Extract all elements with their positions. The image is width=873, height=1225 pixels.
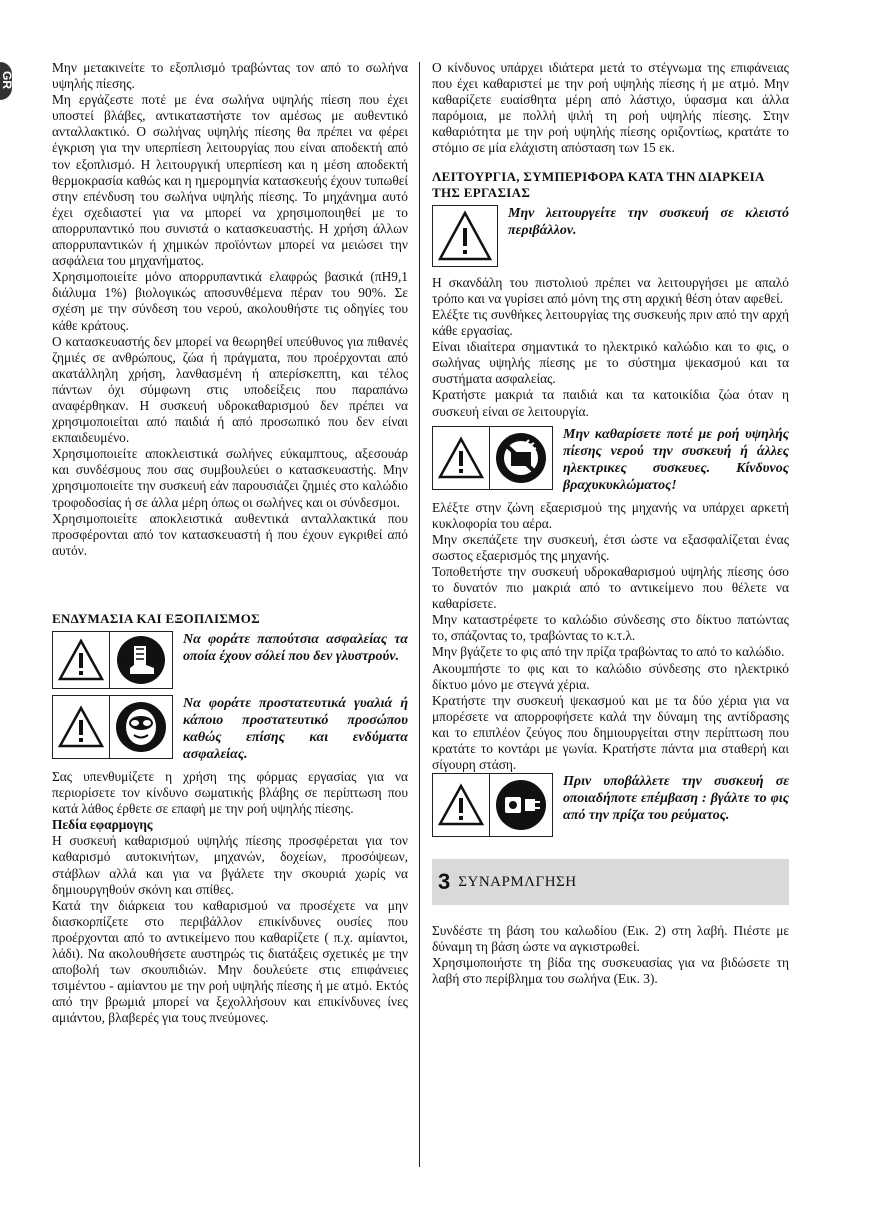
paragraph: Χρησιμοποιείτε αποκλειστικά αυθεντικά ανταλλακτικά που προσφέρονται από τον κατασκευαστή ή που έχουν εγκριθεί από αυτόν. bbox=[52, 510, 408, 558]
language-tab-label: GR bbox=[0, 71, 14, 89]
paragraph: Συνδέστε τη βάση του καλωδίου (Εικ. 2) στη λαβή. Πιέστε με δύναμη τη βάση ώστε να αγκιστρωθεί. bbox=[432, 923, 789, 955]
warning-icon-box bbox=[432, 205, 498, 267]
paragraph: Ο κατασκευαστής δεν μπορεί να θεωρηθεί υπεύθυνος για πιθανές ζημιές σε ανθρώπους, ζώα ή πράγματα, που προέρχονται από ακατάλληλη χρήση, λανθασμένη ή απερίσκεπτη, και τέλος πάντων όχι σύμφωνη στις υποδείξεις που παραπάνω αναφέρθηκαν. Η συσκευή υδροκαθαρισμού δεν πρέπει να χρησιμοποιείται από παιδιά ή από προσωπικό που δεν είναι εκπαιδευμένο. bbox=[52, 333, 408, 446]
section-title: ΣΥΝΑΡΜΛΓΗΣΗ bbox=[458, 874, 577, 891]
warning-icon-box bbox=[52, 631, 173, 689]
no-water-spray-icon bbox=[490, 427, 552, 489]
warning-text: Να φοράτε προστατευτικά γυαλιά ή κάποιο προστατευτικό προσώπου καθώς επίσης και ενδύματα ασφαλείας. bbox=[183, 696, 408, 762]
left-column bbox=[52, 60, 408, 1027]
section-heading-operation: ΛΕΙΤΟΥΡΓΙΑ, ΣΥΜΠΕΡΙΦΟΡΑ ΚΑΤΑ ΤΗΝ ΔΙΑΡΚΕΙΑ ΤΗΣ ΕΡΓΑΣΙΑΣ bbox=[432, 168, 764, 200]
warning-icon-box bbox=[52, 695, 173, 759]
paragraph: Χρησιμοποιείτε αποκλειστικά σωλήνες εύκαμπτους, αξεσουάρ και συνδέσμους που σας συμβουλεύει ο κατασκευαστής. Μην χρησιμοποιείτε την συσκευή εάν παρουσιάζει ζημιές στο καλώδιο τροφοδοσίας ή σε άλλα μέρη όπως οι σωλήνες και οι σύνδεσμοι. bbox=[52, 446, 408, 510]
safety-boots-icon bbox=[110, 632, 172, 688]
paragraph: Χρησιμοποιείτε μόνο απορρυπαντικά ελαφρώς βασικά (πΗ9,1 διάλυμα 1%) βιολογικώς αποσυνθέμενα πέραν του 90%. Σε σχέση με την σύνδεση του νερού, ακολουθήστε τις οδηγίες του κάθε κράτους. bbox=[52, 269, 408, 333]
warning-text: Πριν υποβάλλετε την συσκευή σε οποιαδήποτε επέμβαση : βγάλτε το φις από την πρίζα του ρεύματος. bbox=[563, 774, 789, 824]
assembly-section-header bbox=[432, 859, 789, 905]
warning-icon-box bbox=[432, 426, 553, 490]
warning-unplug bbox=[432, 773, 789, 837]
paragraph: Μην βγάζετε το φις από την πρίζα τραβώντας το από το καλώδιο. bbox=[432, 644, 785, 660]
paragraph: Τοποθετήστε την συσκευή υδροκαθαρισμού υψηλής πίεσης όσο το δυνατόν πιο μακριά από το αντικείμενο που θέλετε να καθαρίσετε. bbox=[432, 563, 789, 612]
subheading-application: Πεδία εφαρμογης bbox=[52, 817, 153, 833]
warning-triangle-icon bbox=[53, 632, 110, 688]
warning-closed-space bbox=[432, 205, 789, 267]
paragraph: Κατά την διάρκεια του καθαρισμού να προσέχετε να μην διασκορπίζετε στο περιβάλλον επικίνδυνες ουσίες που προέρχονται από το αντικείμενο που καθαρίζετε ( π.χ. αμίαντοι, λάδι). Να ακολουθήσετε αυστηρώς τις διατάξεις σχετικές με την αποβολή των σκουπιδιών. Μην δουλεύετε στις επιφάνειες τσιμέντου - αμίαντου με την ροή υψηλής πίεσης ή με ατμό. Εκτός από την βρωμιά μπορεί να ξεχολλήσουν και επικίνδυνες ίνες αμιάντου, βλαβερές για τους πνεύμονες. bbox=[52, 897, 408, 1026]
warning-shoes bbox=[52, 631, 408, 689]
warning-electric bbox=[432, 426, 789, 494]
paragraph: Η σκανδάλη του πιστολιού πρέπει να λειτουργήσει με απαλό τρόπο και να γυρίσει από μόνη της στη αρχική θέση όταν αφεθεί. bbox=[432, 274, 789, 306]
paragraph: Χρησιμοποιήστε τη βίδα της συσκευασίας για να βιδώσετε τη λαβή στο περίβλημα του σωλήνα (Εικ. 3). bbox=[432, 955, 789, 987]
warning-text: Μην λειτουργείτε την συσκευή σε κλειστό περιβάλλον. bbox=[508, 205, 789, 238]
unplug-icon bbox=[490, 774, 552, 836]
paragraph: Σας υπενθυμίζετε η χρήση της φόρμας εργασίας για να περιορίσετε τον κίνδυνο σωματικής βλάβης σε περίπτωση που κατά λάθος έρθετε σε επαφή με την ροή υψηλής πίεσης. bbox=[52, 769, 408, 817]
paragraph: Ελέξτε τις συνθήκες λειτουργίας της συσκευής πριν από την αρχή κάθε εργασίας. bbox=[432, 306, 789, 339]
paragraph: Είναι ιδιαίτερα σημαντικά το ηλεκτρικό καλώδιο και το φις, ο σωλήνας υψηλής πίεσης με το σύστημα ψεκασμού και τα συστήματα ασφαλείας. bbox=[432, 339, 789, 387]
paragraph: Ακουμπήστε το φις και το καλώδιο σύνδεσης στο ηλεκτρικό δίκτυο μόνο με στεγνά χέρια. bbox=[432, 660, 789, 692]
paragraph: Ελέξτε στην ζώνη εξαερισμού της μηχανής να υπάρχει αρκετή κυκλοφορία του αέρα. bbox=[432, 499, 789, 531]
paragraph: Μην σκεπάζετε την συσκευή, έτσι ώστε να εξασφαλίζεται ένας σωστος εξαερισμός της μηχανής. bbox=[432, 531, 789, 563]
paragraph: Η συσκευή καθαρισμού υψηλής πίεσης προσφέρεται για τον καθαρισμό αυτοκινήτων, μηχανών, δοχείων, προσόψεων, στάβλων αλλά και για να βγάλετε την σκουριά χωρίς να δημιουργηθούν σκόνη και σπίθες. bbox=[52, 833, 408, 897]
paragraph: Μην καταστρέφετε το καλώδιο σύνδεσης στο δίκτυο πατώντας το, σπάζοντας το, τραβώντας το κ.τ.λ. bbox=[432, 612, 789, 644]
warning-icon-box bbox=[432, 773, 553, 837]
paragraph: Μη εργάζεστε ποτέ με ένα σωλήνα υψηλής πίεση που έχει υποστεί βλάβες, αντικαταστήστε τον αμέσως με αυθεντικό ανταλλακτικό. Ο σωλήνας υψηλής πίεσης θα πρέπει να φέρει έγκριση για την υπερπίεση λειτουργίας που είναι αποδεκτή από τον εξοπλισμό. Η λειτουργική υπερπίεση και η μέση αποδεκτή θερμοκρασία καθώς και η ημερομηνία κατασκευής έχουν τυπωθεί στην επένδυση του σωλήνα υψηλής πίεσης. Το μηχάνημα αυτό έχει σχεδιαστεί για να μπορεί να χρησιμοποιηθεί με το απορρυπαντικό που συνιστά ο κατασκευαστής. Η χρήση άλλων απορρυπαντικών ή χημικών προϊόντων μπορεί να μειώσει την ασφάλεια του μηχανήματος. bbox=[52, 92, 408, 269]
paragraph: Ο κίνδυνος υπάρχει ιδιάτερα μετά το στέγνωμα της επιφάνειας που έχει καθαριστεί με την ροή υψηλής πίεσης ή με ατμό. Μην καθαρίζετε ευαίσθητα μέρη από λάστιχο, ύφασμα και άλλα παρόμοια, με πολλή ψιλή τη ροή υψηλής πίεσης. Στην καθαριότητα με την ροή υψηλής πίεσης οριζοντίως, κρατάτε το στόμιο σε μία ελάχιστη απόσταση των 15 εκ. bbox=[432, 60, 789, 156]
face-shield-icon bbox=[110, 696, 172, 758]
warning-triangle-icon bbox=[433, 774, 490, 836]
paragraph: Κρατήστε την συσκευή ψεκασμού και με τα δύο χέρια για να μπορέσετε να απορροφήσετε καλά την δύναμη της αντίδρασης και το επιπλέον ζεύγος που δημιουργείται στην περίπτωση που κρατάτε το κοντάρι με γωνία. Κρατήστε πάντα μια σταθερή και σίγουρη στάση. bbox=[432, 692, 789, 773]
warning-triangle-icon bbox=[433, 206, 497, 266]
column-divider bbox=[419, 62, 420, 1167]
section-number: 3 bbox=[438, 869, 451, 895]
warning-protective-gear bbox=[52, 695, 408, 763]
language-tab bbox=[0, 62, 12, 100]
warning-text: Να φοράτε παπούτσια ασφαλείας τα οποία έχουν σόλεί που δεν γλυστρούν. bbox=[183, 632, 408, 664]
paragraph: Κρατήστε μακριά τα παιδιά και τα κατοικίδια ζώα όταν η συσκευή είναι σε λειτουργία. bbox=[432, 387, 789, 419]
section-heading-equipment: ΕΝΔΥΜΑΣΙΑ ΚΑΙ ΕΞΟΠΛΙΣΜΟΣ bbox=[52, 610, 260, 626]
warning-text: Μην καθαρίσετε ποτέ με ροή υψηλής πίεσης νερού την συσκευή ή άλλες ηλεκτρικες συσκευες. Κίνδυνος βραχυκυκλώματος! bbox=[563, 426, 789, 493]
warning-triangle-icon bbox=[433, 427, 490, 489]
paragraph: Μην μετακινείτε το εξοπλισμό τραβώντας τον από το σωλήνα υψηλής πίεσης. bbox=[52, 60, 408, 92]
right-column bbox=[432, 60, 789, 988]
warning-triangle-icon bbox=[53, 696, 110, 758]
